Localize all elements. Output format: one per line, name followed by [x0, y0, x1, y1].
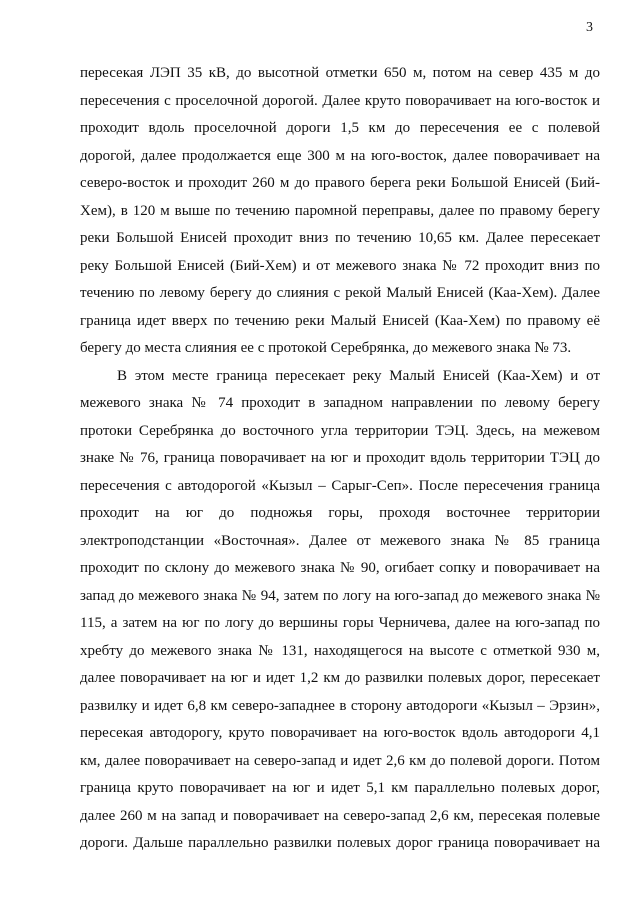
text-line: граница круто поворачивает на юг и идет 5,1 км параллельно полевых дорог,	[80, 780, 600, 796]
text-line: знаке № 76, граница поворачивает на юг и проходит вдоль территории ТЭЦ до	[80, 450, 600, 466]
text-line: проходит по склону до межевого знака № 90, огибает сопку и поворачивает на	[80, 560, 600, 576]
text-line: дороги. Дальше параллельно развилки полевых дорог граница поворачивает на	[80, 835, 600, 851]
text-line: км, далее поворачивает на северо-запад и идет 2,6 км до полевой дороги. Потом	[80, 752, 600, 769]
text-line: межевого знака № 74 проходит в западном направлении по левому берегу	[80, 395, 600, 411]
text-line: В этом месте граница пересекает реку Малый Енисей (Каа-Хем) и от	[117, 367, 600, 384]
paragraph-2	[80, 363, 600, 858]
text-line: проходит на юг до подножья горы, проходя восточнее территории	[80, 505, 600, 521]
text-line: пересекая ЛЭП 35 кВ, до высотной отметки 650 м, потом на север 435 м до	[80, 65, 600, 81]
text-line: граница идет вверх по течению реки Малый Енисей (Каа-Хем) по правому её	[80, 312, 600, 329]
text-line: реки Большой Енисей проходит вниз по течению 10,65 км. Далее пересекает	[80, 230, 600, 246]
text-line: далее поворачивает на юг и идет 1,2 км до развилки полевых дорог, пересекает	[80, 670, 600, 686]
text-line: пересечения с проселочной дорогой. Далее круто поворачивает на юго-восток и	[80, 92, 600, 109]
text-line: пересекая автодорогу, круто поворачивает на юго-восток вдоль автодороги 4,1	[80, 725, 600, 741]
text-line: течению по левому берегу до слияния с рекой Малый Енисей (Каа-Хем). Далее	[80, 285, 600, 301]
text-line: северо-восток и проходит 260 м до правого берега реки Большой Енисей (Бий-	[80, 175, 600, 191]
text-line: берегу до места слияния ее с протокой Серебрянка, до межевого знака № 73.	[80, 340, 572, 356]
text-line: протоки Серебрянка до восточного угла территории ТЭЦ. Здесь, на межевом	[80, 422, 600, 439]
text-line: электроподстанции «Восточная». Далее от межевого знака № 85 граница	[80, 532, 600, 549]
text-line: дорогой, далее продолжается еще 300 м на юго-восток, далее поворачивает на	[80, 147, 600, 164]
document-body	[80, 60, 600, 858]
text-line: хребту до межевого знака № 131, находящегося на высоте с отметкой 930 м,	[80, 642, 600, 659]
paragraph-1	[80, 60, 600, 363]
text-line: Хем), в 120 м выше по течению паромной переправы, далее по правому берегу	[80, 202, 600, 219]
text-line: развилку и идет 6,8 км северо-западнее в сторону автодороги «Кызыл – Эрзин»,	[80, 697, 600, 714]
page-number: 3	[586, 20, 593, 35]
text-line: запад до межевого знака № 94, затем по логу на юго-запад до межевого знака №	[80, 587, 600, 604]
text-line: реку Большой Енисей (Бий-Хем) и от межевого знака № 72 проходит вниз по	[80, 257, 600, 274]
text-line: 115, а затем на юг по логу до вершины горы Черничева, далее на юго-запад по	[80, 615, 600, 631]
text-line: далее 260 м на запад и поворачивает на северо-запад 2,6 км, пересекая полевые	[80, 807, 600, 824]
text-line: проходит вдоль проселочной дороги 1,5 км до пересечения ее с полевой	[80, 120, 600, 136]
text-line: пересечения с автодорогой «Кызыл – Сарыг-Сеп». После пересечения граница	[80, 477, 600, 494]
